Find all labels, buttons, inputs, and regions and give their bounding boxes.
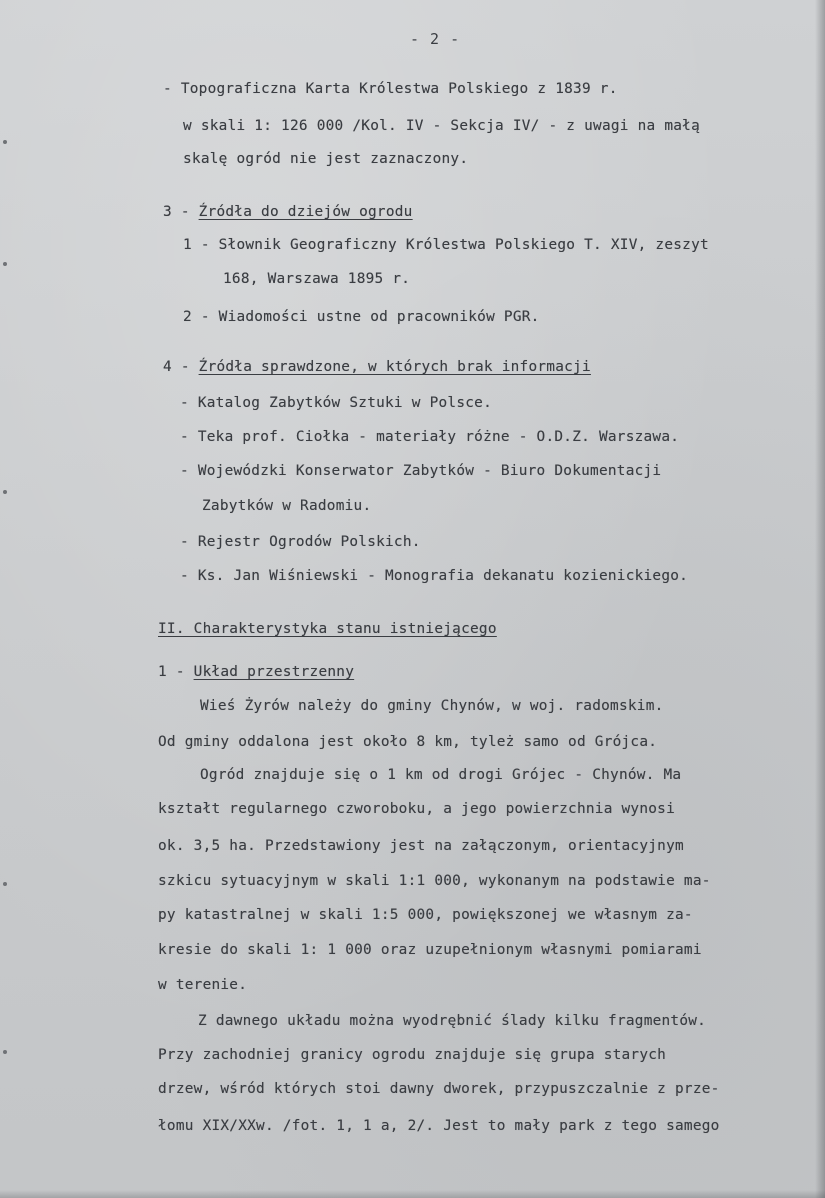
section-heading [158, 663, 354, 681]
section-number: 1 - [158, 664, 194, 680]
paragraph-line: py katastralnej w skali 1:5 000, powiększonej we własnym za- [158, 907, 693, 923]
paragraph-line: Przy zachodniej granicy ogrodu znajduje się grupa starych [158, 1047, 667, 1063]
section-number: 3 - [163, 204, 199, 220]
section-title: Źródła sprawdzone, w których brak informacji [198, 359, 591, 375]
paragraph-line: łomu XIX/XXw. /fot. 1, 1 a, 2/. Jest to mały park z tego samego [158, 1118, 720, 1134]
text-line: skalę ogród nie jest zaznaczony. [183, 151, 469, 167]
paragraph-line: Od gminy oddalona jest około 8 km, tyleż samo od Grójca. [158, 734, 658, 750]
paragraph-line: Wieś Żyrów należy do gminy Chynów, w woj. radomskim. [200, 698, 664, 714]
section-heading [163, 203, 413, 221]
paragraph-line: Z dawnego układu można wyodrębnić ślady kilku fragmentów. [198, 1013, 707, 1029]
page-bottom-shadow [0, 1190, 825, 1198]
section-title: Źródła do dziejów ogrodu [198, 204, 413, 220]
text-line: - Topograficzna Karta Królestwa Polskiego z 1839 r. [163, 81, 618, 97]
binding-mark [3, 1050, 7, 1054]
text-line: w skali 1: 126 000 /Kol. IV - Sekcja IV/ - z uwagi na małą [183, 118, 701, 134]
section-title: Układ przestrzenny [193, 664, 355, 680]
binding-mark [3, 490, 7, 494]
text-line: 2 - Wiadomości ustne od pracowników PGR. [183, 309, 540, 325]
binding-mark [3, 882, 7, 886]
section-heading [163, 358, 591, 376]
paragraph-line: kresie do skali 1: 1 000 oraz uzupełnionym własnymi pomiarami [158, 942, 702, 958]
binding-mark [3, 262, 7, 266]
list-item: - Ks. Jan Wiśniewski - Monografia dekanatu kozienickiego. [180, 568, 689, 584]
section-number: 4 - [163, 359, 199, 375]
list-item: Zabytków w Radomiu. [202, 498, 372, 514]
text-line: 168, Warszawa 1895 r. [223, 271, 411, 287]
paragraph-line: drzew, wśród których stoi dawny dworek, przypuszczalnie z prze- [158, 1081, 720, 1097]
paragraph-line: Ogród znajduje się o 1 km od drogi Grójec - Chynów. Ma [200, 767, 682, 783]
page-number: - 2 - [410, 30, 461, 48]
text-line: 1 - Słownik Geograficzny Królestwa Polskiego T. XIV, zeszyt [183, 237, 709, 253]
paragraph-line: ok. 3,5 ha. Przedstawiony jest na załączonym, orientacyjnym [158, 838, 684, 854]
paragraph-line: w terenie. [158, 977, 248, 993]
list-item: - Wojewódzki Konserwator Zabytków - Biuro Dokumentacji [180, 463, 662, 479]
list-item: - Katalog Zabytków Sztuki w Polsce. [180, 395, 492, 411]
page-edge-shadow [815, 0, 825, 1198]
chapter-heading: II. Charakterystyka stanu istniejącego [158, 621, 497, 637]
list-item: - Teka prof. Ciołka - materiały różne - O.D.Z. Warszawa. [180, 429, 680, 445]
binding-mark [3, 140, 7, 144]
list-item: - Rejestr Ogrodów Polskich. [180, 534, 421, 550]
paragraph-line: szkicu sytuacyjnym w skali 1:1 000, wykonanym na podstawie ma- [158, 873, 711, 889]
paragraph-line: kształt regularnego czworoboku, a jego powierzchnia wynosi [158, 801, 676, 817]
